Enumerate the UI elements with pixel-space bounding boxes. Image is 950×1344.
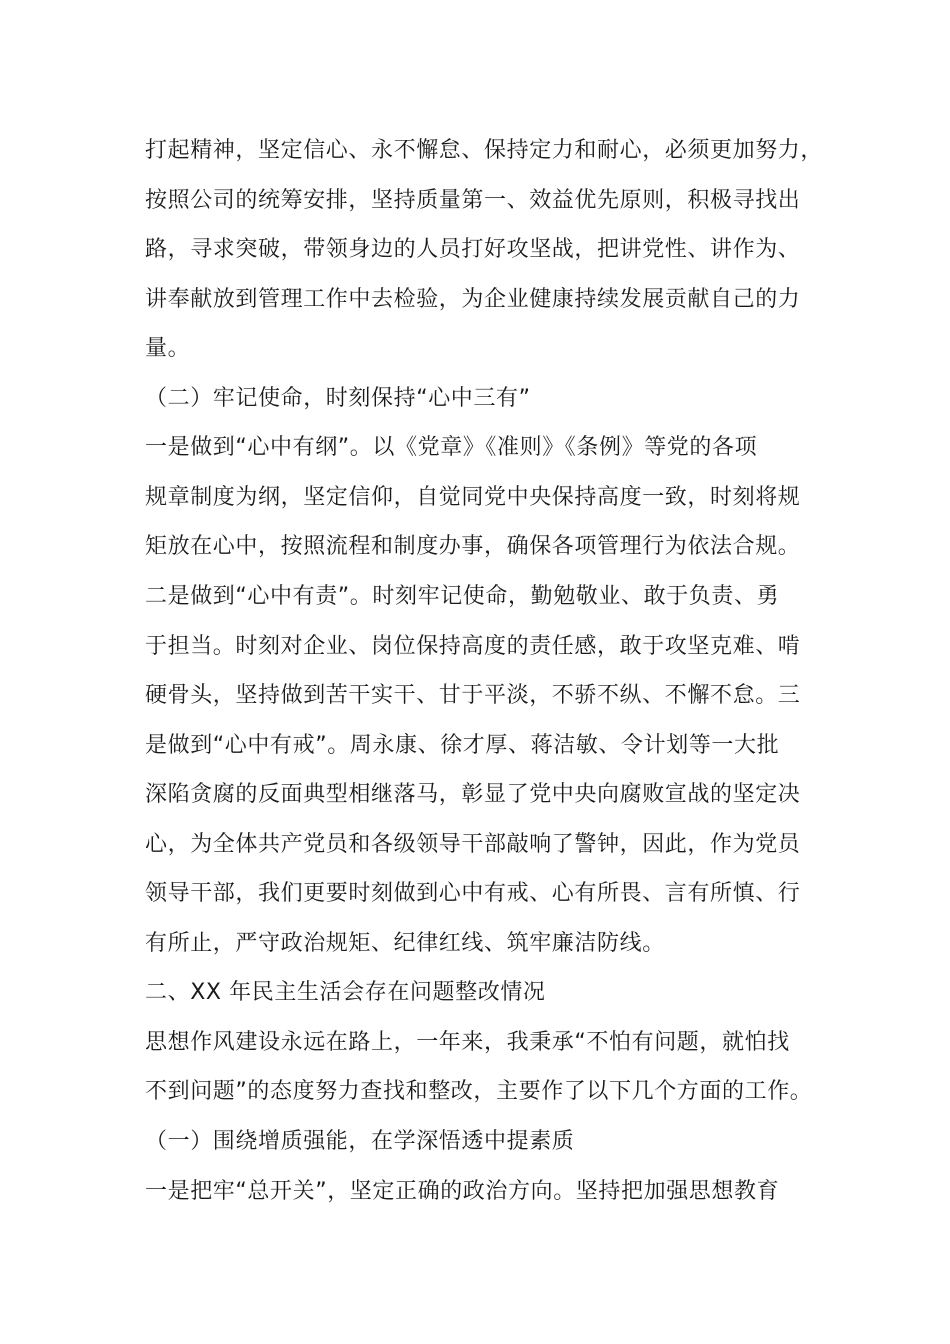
- section-heading: （二）牢记使命，时刻保持“心中三有”: [145, 386, 531, 411]
- text-line: 打起精神，坚定信心、永不懈怠、保持定力和耐心，必须更加努力，: [145, 138, 824, 163]
- text-line: 不到问题”的态度努力查找和整改，主要作了以下几个方面的工作。: [145, 1079, 813, 1104]
- section-heading: （一）围绕增质强能，在学深悟透中提素质: [145, 1129, 575, 1154]
- text-line: 路，寻求突破，带领身边的人员打好攻坚战，把讲党性、讲作为、: [145, 237, 801, 262]
- text-line: 有所止，严守政治规矩、纪律红线、筑牢廉洁防线。: [145, 931, 665, 956]
- text-line: 二是做到“心中有责”。时刻牢记使命，勤勉敬业、敢于负责、勇: [145, 584, 780, 609]
- text-line: 是做到“心中有戒”。周永康、徐才厚、蒋洁敏、令计划等一大批: [145, 733, 780, 758]
- text-line: 深陷贪腐的反面典型相继落马，彰显了党中央向腐败宣战的坚定决: [145, 782, 801, 807]
- text-line: 讲奉献放到管理工作中去检验，为企业健康持续发展贡献自己的力: [145, 287, 801, 312]
- text-line: 量。: [145, 336, 191, 361]
- text-line: 矩放在心中，按照流程和制度办事，确保各项管理行为依法合规。: [145, 534, 801, 559]
- text-line: 一是把牢“总开关”，坚定正确的政治方向。坚持把加强思想教育: [145, 1179, 780, 1204]
- text-line: 于担当。时刻对企业、岗位保持高度的责任感，敢于攻坚克难、啃: [145, 634, 801, 659]
- text-line: 心，为全体共产党员和各级领导干部敲响了警钟，因此，作为党员: [145, 832, 801, 857]
- text-line: 按照公司的统筹安排，坚持质量第一、效益优先原则，积极寻找出: [145, 188, 801, 213]
- text-line: 硬骨头，坚持做到苦干实干、甘于平淡，不骄不纵、不懈不怠。三: [145, 683, 801, 708]
- text-line: 领导干部，我们更要时刻做到心中有戒、心有所畏、言有所慎、行: [145, 881, 801, 906]
- text-line: 思想作风建设永远在路上，一年来，我秉承“不怕有问题，就怕找: [145, 1030, 790, 1055]
- text-line: 规章制度为纲，坚定信仰，自觉同党中央保持高度一致，时刻将规: [145, 485, 801, 510]
- text-line: 一是做到“心中有纲”。以《党章》《准则》《条例》等党的各项: [145, 435, 758, 460]
- section-heading: 二、XX 年民主生活会存在问题整改情况: [145, 980, 546, 1005]
